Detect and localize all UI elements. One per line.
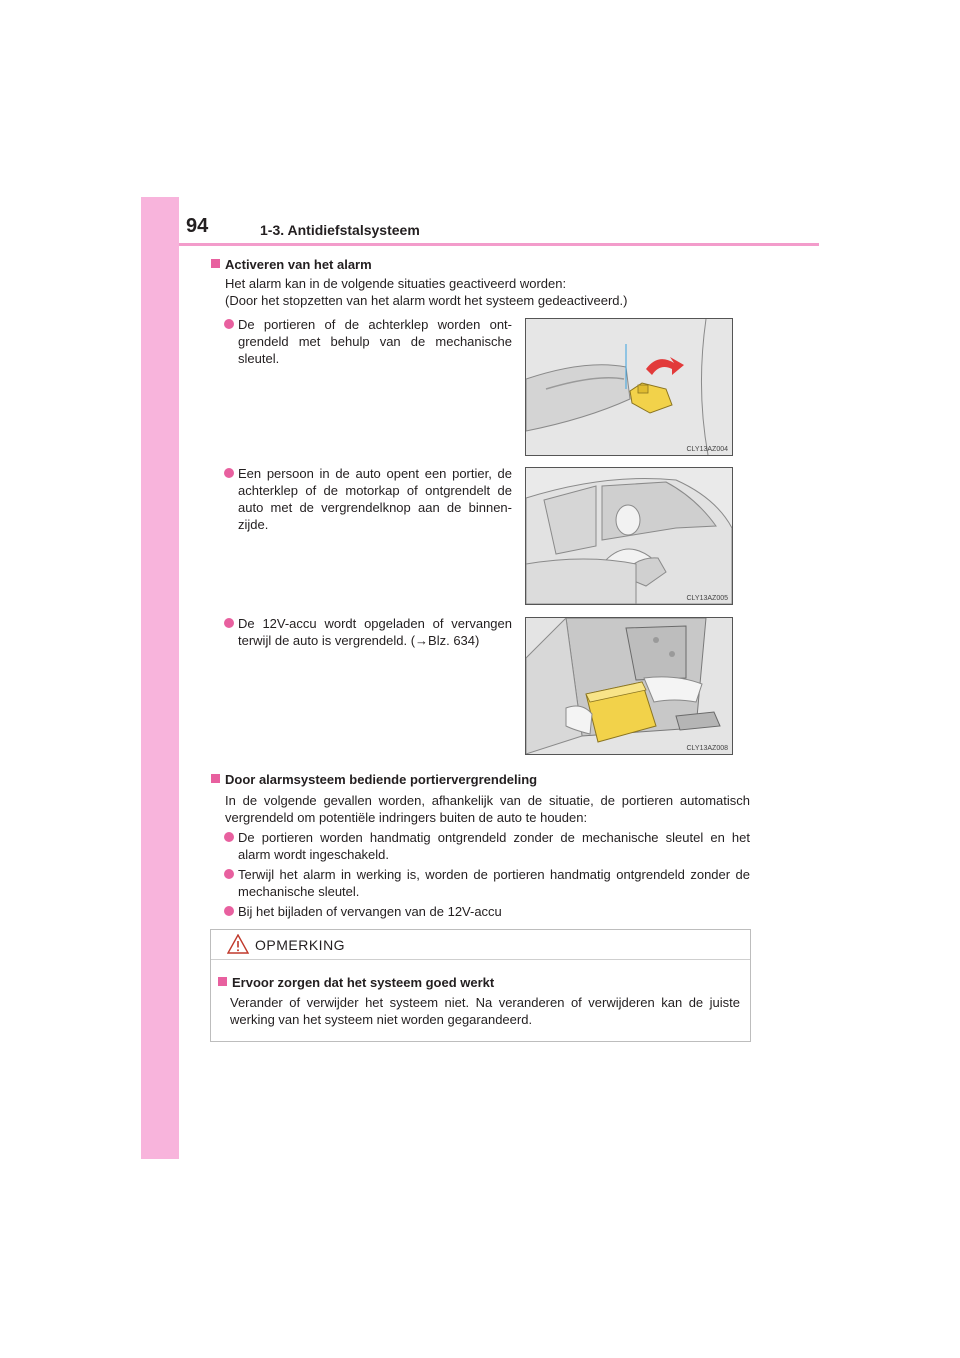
door-lock-intro: In de volgende gevallen worden, afhankelijk van de situatie, de portieren automatisch vergrendeld om potentiële indringers buiten de auto te houden: [225,793,750,825]
square-bullet-icon [211,259,220,268]
round-bullet-icon [224,869,234,879]
figure-code: CLY13AZ008 [686,745,728,752]
square-bullet-icon [211,774,220,783]
door-key-illustration [526,319,732,455]
door-lock-item-3: Bij het bijladen of vervangen van de 12V-accu [224,903,750,920]
figure-person-in-car [525,467,733,605]
activation-item-2: Een persoon in de auto opent een portier, de achterklep of de motorkap of ontgrendelt de auto met de vergrendelknop aan de binnen-zijde. [224,465,512,533]
person-in-car-illustration [526,468,732,604]
activation-heading: Activeren van het alarm [211,257,372,272]
notice-text: Verander of verwijder het systeem niet. Na veranderen of verwijderen kan de juiste werking van het systeem niet worden gegarandeerd. [230,995,740,1027]
figure-code: CLY13AZ005 [686,595,728,602]
door-lock-item-2: Terwijl het alarm in werking is, worden de portieren handmatig ontgrendeld zonder de mechanische sleutel. [224,866,750,900]
round-bullet-icon [224,319,234,329]
notice-subheading: Ervoor zorgen dat het systeem goed werkt [218,975,494,990]
chapter-tab-sidebar [141,197,179,1159]
activation-item-3: De 12V-accu wordt opgeladen of vervangen terwijl de auto is vergrendeld. (→Blz. 634) [224,615,512,649]
square-bullet-icon [218,977,227,986]
figure-door-key [525,318,733,456]
section-title: 1-3. Antidiefstalsysteem [260,222,420,238]
notice-header [211,930,750,960]
activation-item-1: De portieren of de achterklep worden ont-grendeld met behulp van de mechanische sleutel. [224,316,512,367]
page-number: 94 [186,215,209,237]
round-bullet-icon [224,906,234,916]
round-bullet-icon [224,468,234,478]
battery-illustration [526,618,732,754]
header-rule [179,243,819,246]
round-bullet-icon [224,618,234,628]
activation-intro-2: (Door het stopzetten van het alarm wordt het systeem gedeactiveerd.) [225,293,628,308]
figure-battery-replacement [525,617,733,755]
door-lock-item-1: De portieren worden handmatig ontgrendeld zonder de mechanische sleutel en het alarm wordt ingeschakeld. [224,829,750,863]
figure-code: CLY13AZ004 [686,446,728,453]
door-lock-heading: Door alarmsysteem bediende portiervergrendeling [211,772,537,787]
warning-triangle-icon [227,934,249,954]
notice-box [210,929,751,1042]
activation-intro-1: Het alarm kan in de volgende situaties geactiveerd worden: [225,276,567,291]
notice-title: OPMERKING [255,937,346,953]
round-bullet-icon [224,832,234,842]
